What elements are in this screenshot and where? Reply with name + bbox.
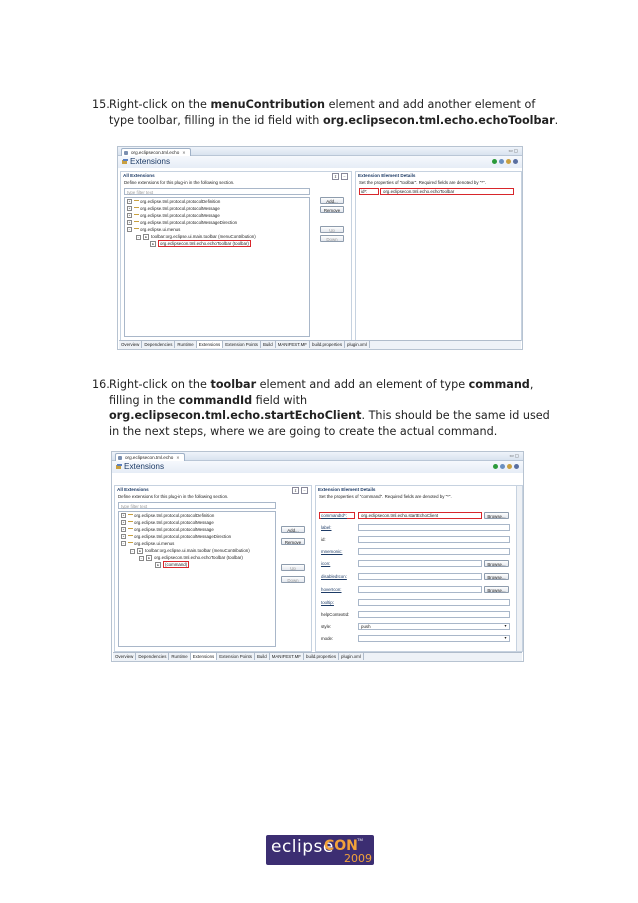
collapse-icon[interactable]: −	[122, 541, 125, 546]
mnemonic-field[interactable]	[358, 548, 510, 555]
tab-extension-points[interactable]: Extension Points	[217, 653, 255, 660]
page-title-bar	[112, 461, 523, 473]
bold-run: org.eclipsecon.tml.echo.echoToolbar	[322, 113, 555, 127]
id-field[interactable]: org.eclipsecon.tml.echo.echoToolbar	[380, 188, 514, 195]
tree-item-label: org.eclipse.tml.protocol.protocolMessage	[140, 213, 220, 218]
step-16	[92, 377, 562, 439]
extension-point-icon	[128, 535, 133, 539]
editor-tab-label: org.eclipsecon.tml.echo	[131, 150, 180, 155]
tree-item[interactable]	[121, 534, 231, 540]
style-select[interactable]	[358, 623, 510, 630]
bold-run: org.eclipsecon.tml.echo.startEchoClient	[109, 409, 362, 422]
mode-label: mode:	[321, 636, 334, 641]
tree-item[interactable]	[127, 213, 220, 219]
hovericon-label[interactable]: hoverIcon:	[321, 587, 342, 592]
section-description: Set the properties of "toolbar". Required fields are denoted by "*".	[359, 180, 486, 185]
helpcontextid-field[interactable]	[358, 611, 510, 618]
all-extensions-section	[120, 171, 352, 341]
eclipse-screenshot-toolbar	[117, 146, 523, 350]
debug-icon[interactable]	[500, 464, 505, 469]
tab-plugin-xml[interactable]: plugin.xml	[345, 341, 370, 348]
filter-input[interactable]: type filter text	[118, 502, 276, 509]
commandid-browse-button[interactable]: Browse...	[484, 512, 509, 519]
tab-manifest[interactable]: MANIFEST.MF	[270, 653, 304, 660]
tree-item-label: toolbar:org.eclipse.ui.main.toolbar (menuContribution)	[151, 234, 256, 240]
close-icon[interactable]: ✕	[176, 455, 180, 460]
all-extensions-section	[114, 485, 312, 652]
text-run: Right-click on the	[109, 378, 211, 391]
tab-build-properties[interactable]: build.properties	[310, 341, 345, 348]
tree-item[interactable]	[136, 234, 256, 240]
tree-item[interactable]	[121, 541, 174, 547]
collapse-icon[interactable]: −	[137, 234, 140, 239]
label-label[interactable]: label:	[321, 525, 332, 530]
scrollbar[interactable]	[516, 486, 522, 651]
step-number: 15.	[92, 98, 110, 111]
icon-field[interactable]	[358, 560, 482, 567]
tree-item-label: org.eclipse.ui.menus	[134, 541, 175, 546]
chevron-down-icon: ▼	[503, 624, 508, 628]
section-toolbar	[290, 487, 308, 494]
element-icon: E	[156, 563, 159, 567]
remove-button[interactable]: Remove	[281, 538, 305, 545]
editor-tab-label: org.eclipsecon.tml.echo	[125, 455, 174, 460]
collapse-icon[interactable]: −	[131, 548, 134, 553]
collapse-icon[interactable]: −	[128, 227, 131, 232]
disabledicon-browse-button[interactable]: Browse...	[484, 573, 509, 580]
extension-element-details-section	[315, 485, 523, 652]
tree-item-selected[interactable]	[155, 562, 189, 568]
label-field[interactable]	[358, 524, 510, 531]
tab-manifest[interactable]: MANIFEST.MF	[276, 341, 310, 348]
eclipsecon-2009-logo	[266, 835, 374, 865]
close-icon[interactable]: ✕	[182, 150, 186, 155]
mnemonic-label[interactable]: mnemonic:	[321, 549, 343, 554]
expand-icon[interactable]: +	[122, 513, 125, 518]
style-select-value: push	[361, 624, 371, 629]
logo-word-eclipse: eclipse	[271, 837, 334, 857]
eclipse-screenshot-command	[111, 451, 524, 662]
logo-trademark: TM	[357, 837, 363, 842]
tab-overview[interactable]: Overview	[113, 653, 136, 660]
extensions-tree	[124, 197, 310, 337]
expand-icon[interactable]: ⇕	[293, 488, 298, 493]
editor-bottom-tabs	[113, 652, 522, 661]
tab-runtime[interactable]: Runtime	[175, 341, 196, 348]
step-text	[109, 97, 562, 128]
text-run: field with	[252, 393, 308, 407]
collapse-icon[interactable]: −	[301, 487, 308, 494]
filter-input[interactable]: type filter text	[124, 188, 310, 195]
tooltip-field[interactable]	[358, 599, 510, 606]
icon-label[interactable]: icon:	[321, 561, 331, 566]
tree-item[interactable]	[127, 199, 220, 205]
id-label: id*:	[361, 189, 368, 194]
tree-item[interactable]	[127, 206, 220, 212]
tree-item-label: org.eclipse.tml.protocol.protocolDefinition	[140, 199, 221, 204]
help-icon[interactable]	[514, 464, 519, 469]
extension-point-icon	[128, 542, 133, 546]
editor-tab-bar	[112, 452, 523, 461]
up-button[interactable]: Up	[281, 564, 305, 571]
id-field[interactable]	[358, 536, 510, 543]
element-icon: E	[138, 549, 141, 553]
style-label: style:	[321, 624, 332, 629]
tab-build-properties[interactable]: build.properties	[304, 653, 339, 660]
tree-item-label: (command)	[165, 562, 188, 568]
editor-bottom-tabs	[119, 340, 521, 349]
extension-point-icon	[134, 221, 139, 225]
expand-icon[interactable]: +	[128, 220, 131, 225]
tree-item[interactable]	[121, 527, 214, 533]
collapse-icon[interactable]: −	[341, 173, 348, 180]
extensions-icon	[122, 159, 128, 165]
tree-item[interactable]	[130, 548, 250, 554]
extension-point-icon	[134, 214, 139, 218]
step-text	[109, 377, 562, 439]
section-title: Extension Element Details	[358, 173, 416, 178]
section-title: All Extensions	[123, 173, 155, 178]
expand-icon[interactable]: +	[122, 520, 125, 525]
minimize-maximize-icon[interactable]: ▭▢	[508, 148, 519, 153]
logo-word-con: CON	[324, 838, 358, 854]
expand-icon[interactable]: +	[122, 534, 125, 539]
expand-icon[interactable]: +	[128, 213, 131, 218]
add-button[interactable]: Add...	[320, 197, 344, 204]
extension-point-icon	[128, 521, 133, 525]
extension-point-icon	[128, 528, 133, 532]
hovericon-browse-button[interactable]: Browse...	[484, 586, 509, 593]
tree-item-label: org.eclipse.tml.protocol.protocolMessage	[134, 520, 214, 525]
disabledicon-label[interactable]: disabledIcon:	[321, 574, 347, 579]
section-description: Define extensions for this plug-in in the following section.	[124, 180, 235, 185]
tree-item-selected[interactable]	[150, 241, 251, 247]
title-actions	[490, 159, 518, 165]
section-title: Extension Element Details	[318, 487, 376, 492]
extension-point-icon	[134, 200, 139, 204]
plugin-icon	[124, 151, 128, 155]
extension-point-icon	[134, 228, 139, 232]
tab-plugin-xml[interactable]: plugin.xml	[339, 653, 364, 660]
tab-runtime[interactable]: Runtime	[169, 653, 190, 660]
extension-element-details-section	[355, 171, 522, 341]
tree-item-label: org.eclipse.tml.protocol.protocolMessageDirection	[140, 220, 238, 225]
expand-icon[interactable]: +	[128, 199, 131, 204]
tree-item-label: org.eclipse.ui.menus	[140, 227, 181, 232]
text-run: element and add another element of type toolbar, filling in the id field with	[109, 98, 536, 127]
step-15	[92, 97, 562, 128]
text-run: . This should be the same id used in the next steps, where we are going to create the actual command.	[109, 409, 550, 438]
help-icon[interactable]	[513, 159, 518, 164]
chevron-down-icon: ▼	[503, 636, 508, 640]
tab-extension-points[interactable]: Extension Points	[223, 341, 261, 348]
tree-item-label: org.eclipse.tml.protocol.protocolMessageDirection	[134, 534, 232, 539]
expand-icon[interactable]: ⇕	[333, 174, 338, 179]
tree-item-label: org.eclipsecon.tml.echo.echoToolbar (toolbar)	[154, 555, 243, 561]
element-icon: E	[144, 235, 147, 239]
icon-browse-button[interactable]: Browse...	[484, 560, 509, 567]
disabledicon-field[interactable]	[358, 573, 482, 580]
up-button[interactable]: Up	[320, 226, 344, 233]
section-toolbar	[330, 173, 348, 180]
add-button[interactable]: Add...	[281, 526, 305, 533]
tree-item-label: org.eclipse.tml.protocol.protocolMessage	[134, 527, 214, 532]
tab-build[interactable]: Build	[261, 341, 276, 348]
hovericon-field[interactable]	[358, 586, 482, 593]
down-button[interactable]: Down	[281, 576, 305, 583]
bold-run: menuContribution	[210, 98, 326, 111]
extension-point-icon	[134, 207, 139, 211]
tree-item[interactable]	[127, 227, 180, 233]
tab-extensions[interactable]: Extensions	[191, 653, 217, 660]
text-run: .	[554, 113, 559, 127]
tab-dependencies[interactable]: Dependencies	[136, 653, 169, 660]
text-run: element and add an element of type	[256, 378, 469, 391]
run-icon[interactable]	[492, 159, 497, 164]
id-label: id:	[321, 537, 326, 542]
settings-icon[interactable]	[506, 159, 511, 164]
tab-dependencies[interactable]: Dependencies	[142, 341, 175, 348]
element-icon: E	[147, 556, 150, 560]
section-description: Define extensions for this plug-in in the following section.	[118, 494, 229, 499]
expand-icon[interactable]: +	[122, 527, 125, 532]
minimize-maximize-icon[interactable]: ▭▢	[509, 453, 520, 458]
text-run: , filling in the	[109, 378, 534, 407]
tree-item[interactable]	[139, 555, 243, 561]
tab-extensions[interactable]: Extensions	[197, 341, 223, 348]
logo-year: 2009	[344, 852, 372, 865]
tooltip-label[interactable]: tooltip:	[321, 600, 334, 605]
section-title: All Extensions	[117, 487, 149, 492]
tree-item[interactable]	[121, 520, 214, 526]
tree-item[interactable]	[127, 220, 237, 226]
bold-run: command	[468, 378, 530, 391]
tree-item[interactable]	[121, 513, 214, 519]
title-actions	[491, 464, 519, 470]
tree-item-label: toolbar:org.eclipse.ui.main.toolbar (menuContribution)	[145, 548, 250, 554]
run-icon[interactable]	[493, 464, 498, 469]
tab-build[interactable]: Build	[255, 653, 270, 660]
bold-run: toolbar	[210, 378, 257, 391]
section-description: Set the properties of "command". Required fields are denoted by "*".	[319, 494, 452, 499]
commandid-field[interactable]: org.eclipsecon.tml.echo.startEchoClient	[358, 512, 482, 519]
plugin-icon	[118, 456, 122, 460]
tab-overview[interactable]: Overview	[119, 341, 142, 348]
extensions-icon	[116, 464, 122, 470]
debug-icon[interactable]	[499, 159, 504, 164]
down-button[interactable]: Down	[320, 235, 344, 242]
page-title-bar	[118, 156, 522, 168]
editor-tab[interactable]	[115, 453, 185, 461]
tree-item-label: org.eclipse.tml.protocol.protocolMessage	[140, 206, 220, 211]
page-title: Extensions	[124, 462, 165, 471]
collapse-icon[interactable]: −	[140, 555, 143, 560]
bold-run: commandId	[178, 393, 253, 407]
step-number: 16.	[92, 378, 110, 391]
page-title: Extensions	[130, 157, 171, 166]
editor-tab-bar	[118, 147, 522, 156]
tree-item-label: org.eclipse.tml.protocol.protocolDefinition	[134, 513, 215, 518]
commandid-label[interactable]: commandId*:	[321, 513, 347, 518]
extensions-tree	[118, 511, 276, 647]
element-icon: E	[151, 242, 154, 246]
extension-point-icon	[128, 514, 133, 518]
expand-icon[interactable]: +	[128, 206, 131, 211]
editor-tab[interactable]	[121, 148, 191, 156]
helpcontextid-label: helpContextId:	[321, 612, 350, 617]
remove-button[interactable]: Remove	[320, 206, 344, 213]
tree-item-label: org.eclipsecon.tml.echo.echoToolbar (toolbar)	[160, 241, 249, 247]
settings-icon[interactable]	[507, 464, 512, 469]
mode-select[interactable]	[358, 635, 510, 642]
text-run: Right-click on the	[109, 98, 211, 111]
